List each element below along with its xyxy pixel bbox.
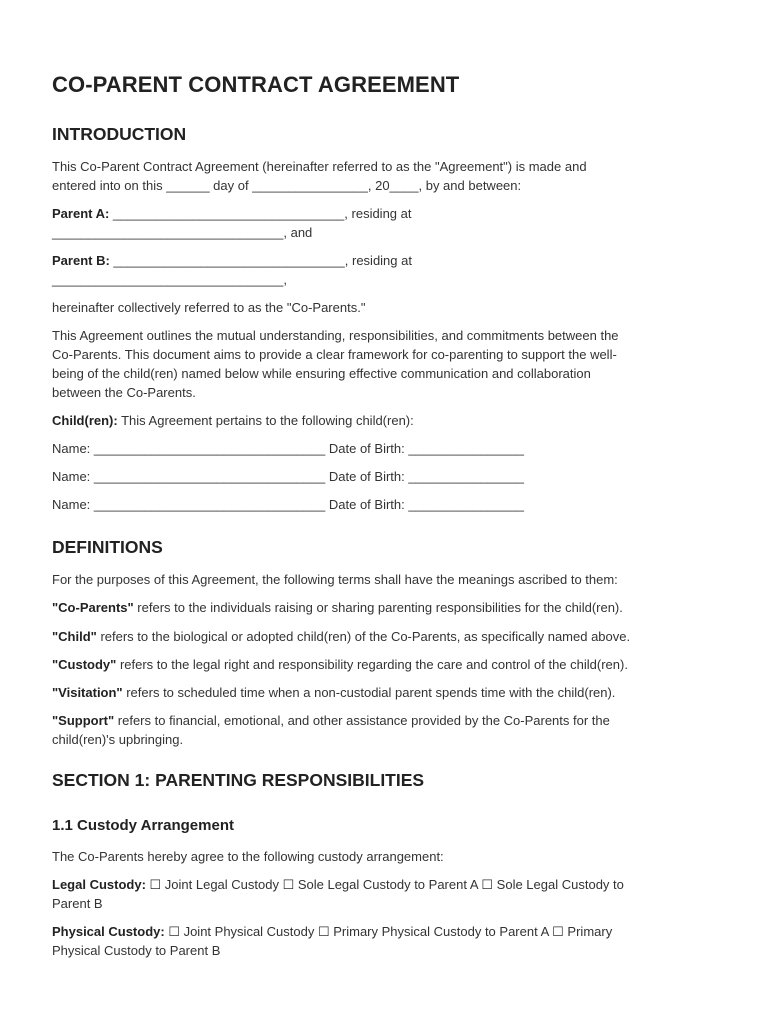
definition-line-2: child(ren)'s upbringing. <box>52 732 184 747</box>
children-text: This Agreement pertains to the following child(ren): <box>117 413 414 428</box>
collective-reference: hereinafter collectively referred to as the "Co-Parents." <box>52 300 366 315</box>
definition-text: refers to the individuals raising or sharing parenting responsibilities for the child(ren). <box>133 600 623 615</box>
definition-text: refers to scheduled time when a non-custodial parent spends time with the child(ren). <box>122 685 616 700</box>
definition-item <box>52 627 716 646</box>
legal-custody-block <box>52 875 716 913</box>
definition-term: "Visitation" <box>52 685 123 700</box>
physical-custody-line-1 <box>52 922 716 941</box>
purpose-line-2: Co-Parents. This document aims to provide a clear framework for co-parenting to support the well- <box>52 347 617 362</box>
parent-a-label: Parent A: <box>52 206 110 221</box>
opening-line-1: This Co-Parent Contract Agreement (hereinafter referred to as the "Agreement") is made and <box>52 159 587 174</box>
children-label: Child(ren): <box>52 413 118 428</box>
legal-custody-options: ☐ Joint Legal Custody ☐ Sole Legal Custody to Parent A ☐ Sole Legal Custody to <box>145 877 624 892</box>
definition-item <box>52 711 716 749</box>
parent-b-block <box>52 251 716 289</box>
purpose-line-4: between the Co-Parents. <box>52 385 196 400</box>
definition-line-1 <box>52 711 716 730</box>
physical-custody-label: Physical Custody: <box>52 924 165 939</box>
definition-item <box>52 598 716 617</box>
parent-a-line-1 <box>52 204 716 223</box>
definitions-intro: For the purposes of this Agreement, the following terms shall have the meanings ascribed to them: <box>52 572 618 587</box>
physical-custody-block <box>52 922 716 960</box>
parent-a-block <box>52 204 716 242</box>
definition-term: "Child" <box>52 629 97 644</box>
definition-item <box>52 655 716 674</box>
definitions-heading: DEFINITIONS <box>52 537 163 557</box>
parent-b-line-1 <box>52 251 716 270</box>
custody-arrangement-heading: 1.1 Custody Arrangement <box>52 817 234 834</box>
children-line <box>52 411 716 430</box>
opening-paragraph <box>52 157 716 195</box>
definition-term: "Custody" <box>52 657 117 672</box>
child-row: Name: ________________________________ Date of Birth: ________________ <box>52 441 525 456</box>
definition-text: refers to the biological or adopted child(ren) of the Co-Parents, as specifically named above. <box>96 629 631 644</box>
custody-intro: The Co-Parents hereby agree to the following custody arrangement: <box>52 849 444 864</box>
legal-custody-label: Legal Custody: <box>52 877 146 892</box>
child-row: Name: ________________________________ Date of Birth: ________________ <box>52 469 525 484</box>
document-title: CO-PARENT CONTRACT AGREEMENT <box>52 72 460 97</box>
definition-item <box>52 683 716 702</box>
section1-heading: SECTION 1: PARENTING RESPONSIBILITIES <box>52 770 425 790</box>
parent-a-address-blank: ________________________________, and <box>52 225 313 240</box>
purpose-line-3: being of the child(ren) named below while ensuring effective communication and collaboration <box>52 366 591 381</box>
legal-custody-line-1 <box>52 875 716 894</box>
legal-custody-line-2: Parent B <box>52 896 103 911</box>
definition-text: refers to the legal right and responsibility regarding the care and control of the child(ren). <box>116 657 628 672</box>
parent-b-label: Parent B: <box>52 253 110 268</box>
purpose-line-1: This Agreement outlines the mutual understanding, responsibilities, and commitments between the <box>52 328 619 343</box>
physical-custody-options: ☐ Joint Physical Custody ☐ Primary Physical Custody to Parent A ☐ Primary <box>164 924 613 939</box>
purpose-paragraph <box>52 326 716 402</box>
definition-text: refers to financial, emotional, and other assistance provided by the Co-Parents for the <box>114 713 610 728</box>
parent-a-name-blank: ________________________________, residing at <box>109 206 412 221</box>
definition-term: "Support" <box>52 713 115 728</box>
opening-line-2: entered into on this ______ day of ________________, 20____, by and between: <box>52 178 522 193</box>
physical-custody-line-2: Physical Custody to Parent B <box>52 943 221 958</box>
definition-term: "Co-Parents" <box>52 600 134 615</box>
parent-b-name-blank: ________________________________, residing at <box>109 253 412 268</box>
introduction-heading: INTRODUCTION <box>52 124 187 144</box>
parent-b-address-blank: ________________________________, <box>52 272 287 287</box>
child-row: Name: ________________________________ Date of Birth: ________________ <box>52 497 525 512</box>
